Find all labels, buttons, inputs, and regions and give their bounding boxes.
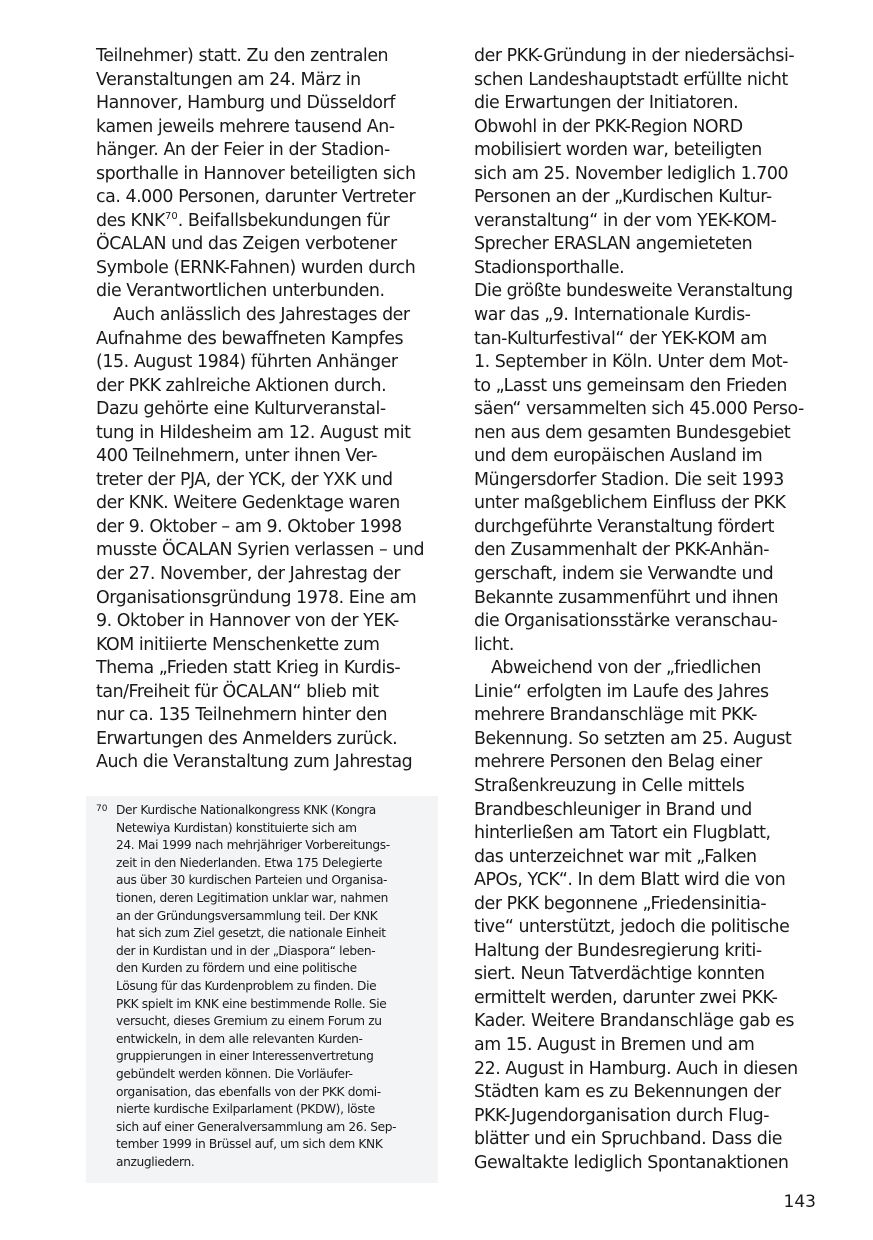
footnote-line: Netewiya Kurdistan) konstituierte sich am: [116, 820, 357, 835]
text-line: der PKK zahlreiche Aktionen durch.: [96, 375, 387, 396]
text-line: die Erwartungen der Initiatoren.: [474, 93, 739, 114]
footnote-line: gruppierungen in einer Interessenvertretung: [116, 1049, 374, 1064]
footnote-line: tember 1999 in Brüssel auf, um sich dem KNK: [116, 1137, 383, 1152]
text-line: APOs, YCK“. In dem Blatt wird die von: [474, 870, 786, 891]
footnote-line: organisation, das ebenfalls von der PKK domi-: [116, 1084, 381, 1099]
text-line: Personen an der „Kurdischen Kultur-: [474, 187, 772, 208]
footnote-line: den Kurden zu fördern und eine politische: [116, 961, 357, 976]
text-line: der PKK begonnene „Friedensinitia-: [474, 893, 767, 914]
text-line: kamen jeweils mehrere tausend An-: [96, 116, 395, 137]
text-line: mehrere Personen den Belag einer: [474, 752, 762, 773]
text-line: Symbole (ERNK-Fahnen) wurden durch: [96, 257, 416, 278]
text-line: PKK-Jugendorganisation durch Flug-: [474, 1105, 770, 1126]
text-line: Linie“ erfolgten im Laufe des Jahres: [474, 681, 769, 702]
text-line: tan/Freiheit für ÖCALAN“ blieb mit: [96, 681, 379, 702]
footnote-line: PKK spielt im KNK eine bestimmende Rolle. Sie: [116, 996, 387, 1011]
footnote-line: gebündelt werden können. Die Vorläufer-: [116, 1066, 353, 1081]
text-line: Müngersdorfer Stadion. Die seit 1993: [474, 469, 784, 490]
text-line: der 9. Oktober – am 9. Oktober 1998: [96, 516, 402, 537]
text-line: nen aus dem gesamten Bundesgebiet: [474, 422, 791, 443]
text-fragment: des KNK: [96, 210, 165, 231]
text-line: unter maßgeblichem Einfluss der PKK: [474, 493, 786, 514]
text-line: Sprecher ERASLAN angemieteten: [474, 234, 753, 255]
text-line: Erwartungen des Anmelders zurück.: [96, 728, 398, 749]
text-line: mobilisiert worden war, beteiligten: [474, 140, 762, 161]
text-line: Veranstaltungen am 24. März in: [96, 69, 361, 90]
text-line: Kader. Weitere Brandanschläge gab es: [474, 1011, 795, 1032]
page-number: 143: [783, 1192, 816, 1212]
text-line: sich am 25. November lediglich 1.700: [474, 163, 789, 184]
footnote-reference[interactable]: 70: [165, 211, 178, 223]
text-line: sporthalle in Hannover beteiligten sich: [96, 163, 416, 184]
text-line: tung in Hildesheim am 12. August mit: [96, 422, 411, 443]
text-line: 1. September in Köln. Unter dem Mot-: [474, 352, 788, 373]
text-line: Thema „Frieden statt Krieg in Kurdis-: [96, 658, 401, 679]
text-line: ermittelt werden, darunter zwei PKK-: [474, 987, 778, 1008]
footnote-line: anzugliedern.: [116, 1154, 195, 1169]
text-line: 9. Oktober in Hannover von der YEK-: [96, 611, 399, 632]
footnote-text: [116, 802, 438, 1171]
left-column: [96, 45, 441, 775]
footnote-line: entwickeln, in dem alle relevanten Kurden-: [116, 1031, 363, 1046]
text-line: siert. Neun Tatverdächtige konnten: [474, 964, 765, 985]
text-line: am 15. August in Bremen und am: [474, 1034, 755, 1055]
footnote-line: zeit in den Niederlanden. Etwa 175 Delegierte: [116, 855, 383, 870]
text-line: licht.: [474, 634, 514, 655]
footnote-line: versucht, dieses Gremium zu einem Forum zu: [116, 1014, 382, 1029]
text-line: Straßenkreuzung in Celle mittels: [474, 775, 745, 796]
footnote-line: an der Gründungsversammlung teil. Der KNK: [116, 908, 378, 923]
footnote-line: nierte kurdische Exilparlament (PKDW), löste: [116, 1102, 375, 1117]
text-line: Stadionsporthalle.: [474, 257, 625, 278]
footnote-number: 70: [96, 804, 108, 814]
text-line: Bekannte zusammenführt und ihnen: [474, 587, 779, 608]
footnote-line: tionen, deren Legitimation unklar war, nahmen: [116, 890, 389, 905]
text-line: Bekennung. So setzten am 25. August: [474, 728, 792, 749]
text-line: und dem europäischen Ausland im: [474, 446, 763, 467]
text-line: der PKK-Gründung in der niedersächsi-: [474, 46, 795, 66]
text-fragment: . Beifallsbekundungen für: [177, 210, 390, 231]
text-line: ÖCALAN und das Zeigen verbotener: [96, 234, 397, 255]
text-line: ca. 4.000 Personen, darunter Vertreter: [96, 187, 416, 208]
footnote-line: der in Kurdistan und in der „Diaspora“ leben-: [116, 943, 376, 958]
text-line: nur ca. 135 Teilnehmern hinter den: [96, 705, 388, 726]
footnote-line: Der Kurdische Nationalkongress KNK (Kongra: [116, 803, 376, 817]
text-line: Haltung der Bundesregierung kriti-: [474, 940, 762, 961]
text-line: die Organisationsstärke veranschau-: [474, 611, 778, 632]
text-line: veranstaltung“ in der vom YEK-KOM-: [474, 210, 777, 231]
text-line: Gewaltakte lediglich Spontanaktionen: [474, 1152, 789, 1173]
text-line: Brandbeschleuniger in Brand und: [474, 799, 752, 820]
text-line: Hannover, Hamburg und Düsseldorf: [96, 93, 395, 114]
text-line: durchgeführte Veranstaltung fördert: [474, 516, 774, 537]
text-line: musste ÖCALAN Syrien verlassen – und: [96, 540, 425, 561]
text-line: blätter und ein Spruchband. Dass die: [474, 1129, 782, 1150]
text-line-with-footnote-ref: [96, 210, 441, 234]
text-line: den Zusammenhalt der PKK-Anhän-: [474, 540, 770, 561]
text-line: der KNK. Weitere Gedenktage waren: [96, 493, 400, 514]
text-line: to „Lasst uns gemeinsam den Frieden: [474, 375, 787, 396]
text-line: war das „9. Internationale Kurdis-: [474, 305, 751, 326]
text-line: Obwohl in der PKK-Region NORD: [474, 116, 743, 137]
text-line: (15. August 1984) führten Anhänger: [96, 352, 398, 373]
text-line: KOM initiierte Menschenkette zum: [96, 634, 380, 655]
text-line: Die größte bundesweite Veranstaltung: [474, 281, 793, 302]
text-line: säen“ versammelten sich 45.000 Perso-: [474, 399, 804, 420]
footnote-line: Lösung für das Kurdenproblem zu finden. Die: [116, 978, 377, 993]
footnote-line: 24. Mai 1999 nach mehrjähriger Vorbereitungs-: [116, 838, 390, 853]
footnote-line: hat sich zum Ziel gesetzt, die nationale Einheit: [116, 926, 386, 941]
text-line: treter der PJA, der YCK, der YXK und: [96, 469, 393, 490]
right-column: [474, 45, 824, 1175]
footnote-line: aus über 30 kurdischen Parteien und Organisa-: [116, 873, 388, 888]
text-line: 22. August in Hamburg. Auch in diesen: [474, 1058, 798, 1079]
footnote-line: sich auf einer Generalversammlung am 26. Sep-: [116, 1119, 397, 1134]
text-line: Organisationsgründung 1978. Eine am: [96, 587, 417, 608]
text-line: Dazu gehörte eine Kulturveranstal-: [96, 399, 386, 420]
text-line: hänger. An der Feier in der Stadion-: [96, 140, 390, 161]
text-line: Auch anlässlich des Jahrestages der: [96, 305, 410, 326]
text-line: gerschaft, indem sie Verwandte und: [474, 564, 774, 585]
text-line: Teilnehmer) statt. Zu den zentralen: [96, 46, 389, 66]
text-line: tive“ unterstützt, jedoch die politische: [474, 917, 790, 938]
text-line: schen Landeshauptstadt erfüllte nicht: [474, 69, 788, 90]
text-line: das unterzeichnet war mit „Falken: [474, 846, 757, 867]
text-line: mehrere Brandanschläge mit PKK-: [474, 705, 757, 726]
text-line: 400 Teilnehmern, unter ihnen Ver-: [96, 446, 378, 467]
text-line: Städten kam es zu Bekennungen der: [474, 1082, 781, 1103]
text-line: Aufnahme des bewaffneten Kampfes: [96, 328, 404, 349]
text-line: Auch die Veranstaltung zum Jahrestag: [96, 752, 413, 773]
text-line: Abweichend von der „friedlichen: [474, 658, 761, 679]
text-line: die Verantwortlichen unterbunden.: [96, 281, 385, 302]
text-line: hinterließen am Tatort ein Flugblatt,: [474, 823, 771, 844]
text-line: der 27. November, der Jahrestag der: [96, 564, 401, 585]
text-line: tan-Kulturfestival“ der YEK-KOM am: [474, 328, 767, 349]
